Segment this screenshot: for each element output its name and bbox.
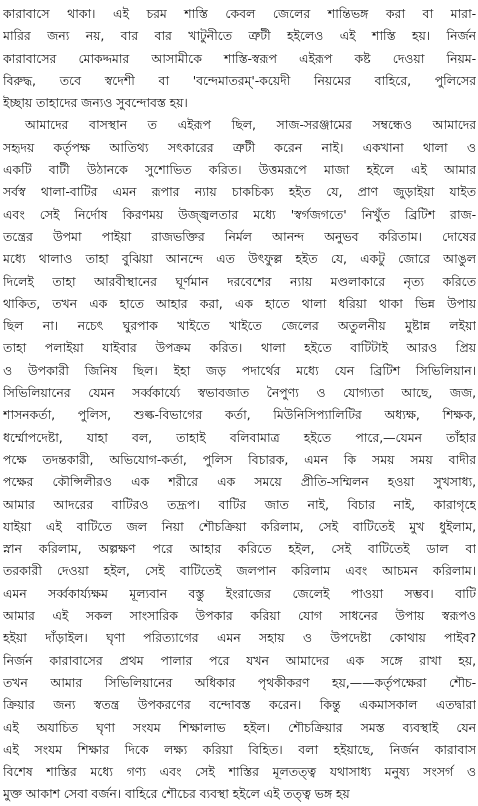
text-line: ইচ্ছায় তাহাদের জন্যও সুবন্দোবস্ত হয়। (3, 95, 188, 111)
text-line: কারাবাসের মোকদ্দমার আসামীকে শাস্তি-স্বরূপ এইরূপ কষ্ট দেওয়া নিয়ম- (3, 50, 476, 66)
text-line: স্নান করিলাম, অল্পক্ষণ পরে আহার করিতে হইল, সেই বাটিতেই ডাল বা (3, 541, 476, 557)
text-line: তরকারী দেওয়া হইল, সেই বাটিতেই জলপান করিলাম এবং আচমন করিলাম। (3, 563, 476, 579)
text-line: ক্রিয়ার জন্য স্বতন্ত্র উপকরণের বন্দোবস্ত করেন। কিন্তু একমাসকাল এতদ্বারা (3, 697, 476, 713)
text-line: সিভিলিয়ানের যেমন সর্ব্বকার্য্যে স্বভাবজাত নৈপুণ্য ও যোগ্যতা আছে, জজ, (3, 385, 476, 401)
text-line: আমার আদরের বাটিরও তদ্রূপ। বাটির জাত নাই, বিচার নাই, কারাগৃহে (3, 496, 476, 512)
text-line: আমাদের বাসস্থান ত এইরূপ ছিল, সাজ-সরঞ্জামের সম্বন্ধেও আমাদের (25, 117, 476, 133)
text-line: পক্ষের কৌন্সিলীরও এক শরীরে এক সময়ে প্রীতি-সম্মিলন হওয়া সুখসাধ্য, (3, 474, 476, 490)
paragraph-2 (3, 114, 476, 805)
text-line: এই অযাচিত ঘৃণা সংযম শিক্ষালাভ হইল। শৌচক্রিয়ার সমস্ত ব্যবস্থাই যেন (3, 719, 476, 735)
text-line: বিরুদ্ধ, তবে স্বদেশী বা 'বন্দেমাতরম্'-কয়েদী নিয়মের বাহিরে, পুলিসের (3, 72, 476, 88)
text-line: শাসনকর্তা, পুলিস, শুল্ক-বিভাগের কর্তা, মিউনিসিপ্যালিটির অধ্যক্ষ, শিক্ষক, (3, 407, 476, 423)
paragraph-1 (3, 3, 476, 114)
text-line: তাহা পলাইয়া যাইবার উপক্রম করিত। থালা হইতে বাটিটাই আরও প্রিয় (3, 340, 476, 356)
text-line: যাইয়া এই বাটিতে জল নিয়া শৌচক্রিয়া করিলাম, সেই বাটিতেই মুখ ধুইলাম, (3, 518, 476, 534)
text-line: মধ্যে থালাও তাহা বুঝিয়া আনন্দে এত উৎফুল্ল হইত যে, একটু জোরে আঙুল (3, 251, 476, 267)
text-line: এমন সর্ব্বকার্য্যক্ষম মূল্যবান বস্তু ইংরাজের জেলেই পাওয়া সম্ভব। বাটি (3, 585, 476, 601)
text-line: সহৃদয় কর্তৃপক্ষ আতিথ্য সৎকারের ত্রুটী করেন নাই। একখানা থালা ও (3, 139, 476, 155)
text-line: নির্জন কারাবাসের প্রথম পালার পরে যখন আমাদের এক সঙ্গে রাখা হয়, (3, 652, 476, 668)
text-line: দিলেই তাহা আরবীস্থানের ঘূর্ণমান দরবেশের ন্যায় মণ্ডলাকারে নৃত্য করিতে (3, 273, 476, 289)
text-line: একটি বাটী উঠানকে সুশোভিত করিত। উত্তমরূপে মাজা হইলে এই আমার (3, 162, 476, 178)
text-line: এবং সেই নির্দোষ কিরণময় উজ্জ্বলতার মধ্যে 'স্বর্গজগতে' নিখুঁত ব্রিটিশ রাজ- (3, 206, 476, 222)
text-line: তন্ত্রের উপমা পাইয়া রাজভক্তির নির্মল আনন্দ অনুভব করিতাম। দোষের (3, 228, 476, 244)
text-line: বিশেষ শাস্তির মধ্যে গণ্য এবং সেই শাস্তির মূলতত্ত্ব যথাসাধ্য মনুষ্য সংসর্গ ও (3, 764, 476, 780)
text-line: এই সংযম শিক্ষার দিকে লক্ষ্য করিয়া বিহিত। বলা হইয়াছে, নির্জন কারাবাস (3, 741, 476, 757)
text-line: ও উপকারী জিনিষ ছিল। ইহা জড় পদার্থের মধ্যে যেন ব্রিটিশ সিভিলিয়ান। (3, 362, 476, 378)
text-line: কারাবাসে থাকা। এই চরম শাস্তি কেবল জেলের শান্তিভঙ্গ করা বা মারা- (3, 6, 476, 21)
text-line: তখন আমার সিভিলিয়ানের অধিকার পৃথকীকরণ হয়,——কর্তৃপক্ষেরা শৌচ- (3, 674, 476, 690)
text-line: পক্ষে তদন্তকারী, অভিযোগ-কর্তা, পুলিস বিচারক, এমন কি সময় সময় বাদীর (3, 451, 476, 467)
text-line: আমার এই সকল সাংসারিক উপকার করিয়া যোগ সাধনের উপায় স্বরূপও (3, 608, 476, 624)
text-line: ধর্ম্মোপদেষ্টা, যাহা বল, তাহাই বলিবামাত্র হইতে পারে,—যেমন তাঁহার (3, 429, 476, 445)
text-line: হইয়া দাঁড়াইল। ঘৃণা পরিত্যাগের এমন সহায় ও উপদেষ্টা কোথায় পাইব? (3, 630, 476, 646)
text-line: সর্বস্ব থালা-বাটির এমন রূপার ন্যায় চাকচিক্য হইত যে, প্রাণ জুড়াইয়া যাইত (3, 184, 476, 200)
text-line: মারির জন্য নয়, বার বার খাটুনীতে ত্রুটী হইলেও এই শাস্তি হয়। নির্জন (3, 28, 476, 44)
text-line: ছিল না। নচেৎ ঘুরপাক খাইতে খাইতে জেলের অতুলনীয় মুষ্টান্ন লইয়া (3, 318, 476, 334)
text-line: থাকিত, তখন এক হাতে আহার করা, এক হাতে থালা ধরিয়া থাকা ভিন্ন উপায় (3, 295, 476, 311)
text-line: মুক্ত আকাশ সেবা বর্জন। বাহিরে শৌচের ব্যবস্থা হইলে এই তত্ত্ব ভঙ্গ হয় (3, 786, 350, 802)
